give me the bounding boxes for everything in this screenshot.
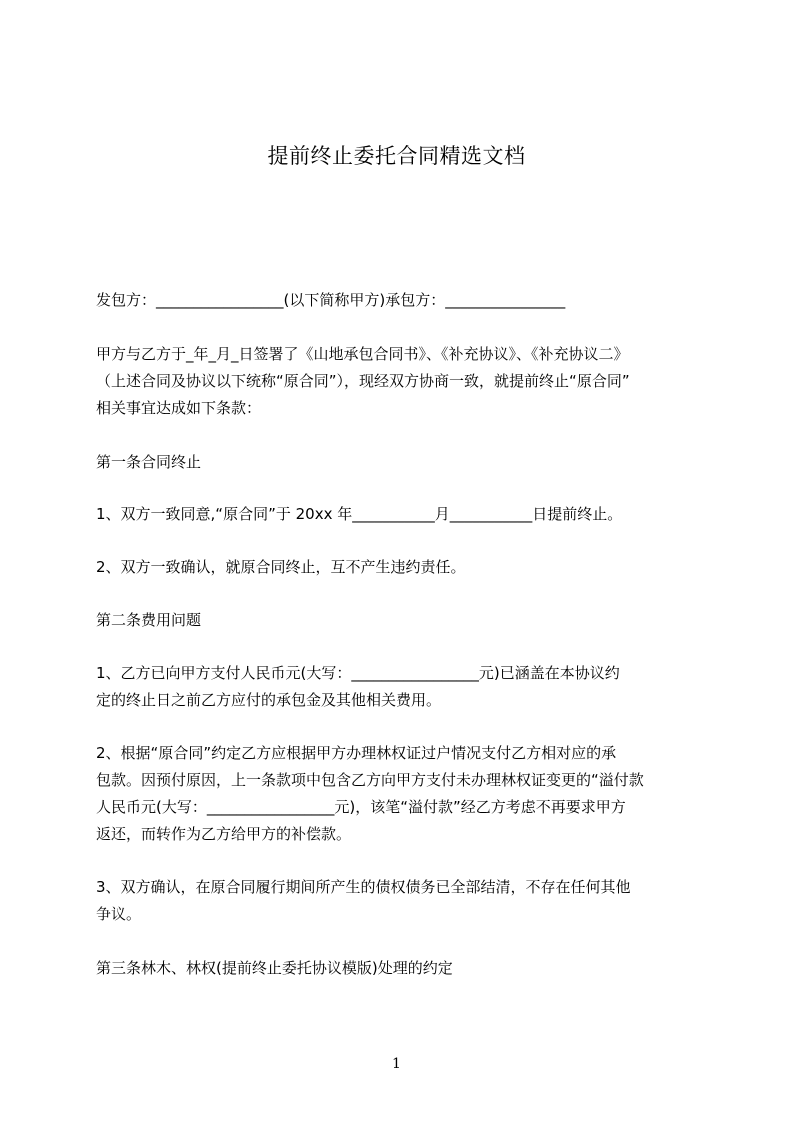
page-number: 1 (392, 1056, 401, 1072)
article-1-clause-2: 2、双方一致确认，就原合同终止，互不产生违约责任。 (96, 558, 466, 576)
article-2-clause-2-line-1: 2、根据“原合同”约定乙方应根据甲方办理林权证过户情况支付乙方相对应的承 (96, 744, 617, 762)
preamble-line-3: 相关事宜达成如下条款： (96, 399, 262, 417)
article-2-heading: 第二条费用问题 (96, 611, 202, 629)
preamble-line-2: （上述合同及协议以下统称“原合同”），现经双方协商一致，就提前终止“原合同” (96, 372, 630, 390)
article-2-clause-1-line-2: 定的终止日之前乙方应付的承包金及其他相关费用。 (96, 691, 442, 709)
article-2-clause-3-line-2: 争议。 (96, 905, 142, 923)
party-line: 发包方：_________________(以下简称甲方)承包方：________________ (96, 291, 566, 309)
document-title: 提前终止委托合同精选文档 (267, 144, 526, 168)
article-2-clause-2-line-2: 包款。因预付原因，上一条款项中包含乙方向甲方支付未办理林权证变更的“溢付款 (96, 771, 644, 789)
article-3-heading: 第三条林木、林权(提前终止委托协议模版)处理的约定 (96, 959, 453, 977)
article-1-clause-1: 1、双方一致同意,“原合同”于 20xx 年___________月___________日提前终止。 (96, 505, 623, 523)
article-2-clause-2-line-4: 返还，而转作为乙方给甲方的补偿款。 (96, 825, 352, 843)
article-2-clause-3-line-1: 3、双方确认，在原合同履行期间所产生的债权债务已全部结清，不存在任何其他 (96, 878, 631, 896)
article-2-clause-1-line-1: 1、乙方已向甲方支付人民币元(大写：_________________元)已涵盖在本协议约 (96, 664, 620, 682)
article-2-clause-2-line-3: 人民币元(大写：_________________元)，该笔“溢付款”经乙方考虑不再要求甲方 (96, 798, 626, 816)
preamble-line-1: 甲方与乙方于_年_月_日签署了《山地承包合同书》、《补充协议》、《补充协议二》 (96, 345, 629, 363)
article-1-heading: 第一条合同终止 (96, 453, 202, 471)
